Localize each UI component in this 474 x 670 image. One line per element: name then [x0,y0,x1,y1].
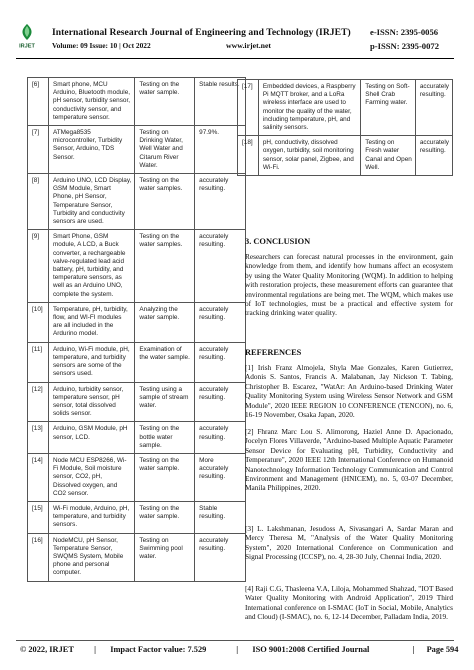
components-cell: Smart Phone, GSM module, A LCD, a Buck converter, a rechargeable valve-regulated lead acid battery, pH, turbidity, and temperature sensors, as well as an Arduino UNO, complete the system. [48,230,134,303]
ref-number-cell: [12] [28,382,49,422]
references-heading: REFERENCES [245,348,302,357]
table-row [28,342,246,382]
components-cell: pH, conductivity, dissolved oxygen, turbidity, soil monitoring sensor, solar panel, Zigbee, and Wi-Fi. [258,136,360,176]
application-cell: Testing on the water sample. [135,453,195,501]
table-row [28,302,246,342]
result-cell: accurately resulting. [195,342,246,382]
footer-iso: ISO 9001:2008 Certified Journal [252,645,370,654]
components-cell: Arduino UNO, LCD Display, GSM Module, Smart Phone, pH Sensor, Temperature Sensor, Turbidity and conductivity sensors are used. [48,174,134,230]
application-cell: Testing on Drinking Water, Well Water and Citarum River Water. [135,126,195,174]
ref-number-cell: [7] [28,126,49,174]
result-cell: More accurately resulting. [195,453,246,501]
result-cell: accurately resulting. [195,533,246,581]
table-row [238,136,453,176]
components-cell: Arduino, turbidity sensor, temperature sensor, pH sensor, total dissolved solids sensor. [48,382,134,422]
result-cell: accurately resulting. [195,230,246,303]
reference-item: [3] L. Lakshmanan, Jesudoss A, Sivasangari A, Sardar Maran and Mercy Theresa M, "Analysis of the Water Quality Monitoring System", 2020 International Conference on Communication and Signal Processing (ICCSP), no. 4, 28-30 July, Chennai India, 2020. [245,524,453,562]
components-cell: Temperature, pH, turbidity, flow, and WI-FI modules are all included in the Ardurino model. [48,302,134,342]
table-row [28,533,246,581]
reference-item: [1] Irish Franz Almojela, Shyla Mae Gonzales, Karen Gutierrez, Adonis S. Santos, Francis A. Malabanan, Jay Nickson T. Tabing, Christopher B. Escarez, "WatAr: An Arduino-based Drinking Water Quality Monitoring System using Wireless Sensor Network and GSM Module", 2020 IEEE REGION 10 CONFERENCE (TENCON), no. 6, 16-19 November, Osaka Japan, 2020. [245,363,453,420]
conclusion-heading: 3. CONCLUSION [245,237,311,246]
footer-separator: | [412,645,415,654]
application-cell: Analyzing the water sample. [135,302,195,342]
application-cell: Testing on the water sample. [135,501,195,533]
application-cell: Testing on Soft-Shell Crab Farming water. [361,80,416,136]
components-cell: Embedded devices, a Raspberry Pi MQTT broker, and a LoRa wireless interface are used to monitor the quality of the water, including temperature, pH, and salinity sensors. [258,80,360,136]
table-row [28,422,246,454]
components-cell: Wi-Fi module, Arduino, pH, temperature, and turbidity sensors. [48,501,134,533]
table-row [28,78,246,126]
ref-number-cell: [11] [28,342,49,382]
components-cell: Smart phone, MCU Arduino, Bluetooth module, pH sensor, turbidity sensor, conductivity sensor, and temperature sensor. [48,78,134,126]
result-cell: accurately resulting. [195,422,246,454]
ref-number-cell: [16] [28,533,49,581]
volume-info: Volume: 09 Issue: 10 | Oct 2022 [52,41,151,50]
result-cell: accurately resulting. [415,136,452,176]
application-cell: Testing on the water sample. [135,78,195,126]
header-divider [16,58,454,59]
footer-impact-factor: Impact Factor value: 7.529 [110,645,207,654]
components-cell: Node MCU ESP8266, Wi-Fi Module, Soil moisture sensor, CO2, pH, Dissolved oxygen, and CO2 sensor. [48,453,134,501]
application-cell: Testing using a sample of stream water. [135,382,195,422]
ref-number-cell: [10] [28,302,49,342]
result-cell: accurately resulting. [195,302,246,342]
table-row [28,126,246,174]
footer-separator: | [94,645,96,654]
table-row [28,501,246,533]
application-cell: Testing on Swimming pool water. [135,533,195,581]
application-cell: Testing on Fresh water Canal and Open Well. [361,136,416,176]
ref-number-cell: [15] [28,501,49,533]
table-row [28,453,246,501]
ref-number-cell: [9] [28,230,49,303]
comparison-table-right [237,79,453,176]
comparison-table-left [27,77,246,582]
reference-item: [2] Fhranz Marc Lou S. Alimorong, Haziel Anne D. Apacionado, Jocelyn Flores Villaverde, "Arduino-based Multiple Aquatic Parameter Sensor Device for Evaluating pH, Turbidity, Conductivity and Temperature", 2020 IEEE 12th International Conference on Humanoid Nanotechnology Information Technology Communication and Control Environment and Management (HNICEM), no. 5, 03-07 December, Manila Philippines, 2020. [245,427,453,493]
application-cell: Testing on the bottle water sample. [135,422,195,454]
ref-number-cell: [17] [238,80,259,136]
result-cell: accurately resulting. [195,174,246,230]
conclusion-text: Researchers can forecast natural processes in the environment, gain knowledge from them, and identify how humans affect an ecosystem by using the Water Quality Monitoring (WQM). In addition to helping with restoration projects, these measurement efforts can guarantee that environmental regulations are being met. The WQM, which makes use of IoT technologies, must be a practical and effective system for tracking drinking water quality. [245,252,453,318]
ref-number-cell: [14] [28,453,49,501]
table-row [28,382,246,422]
application-cell: Examination of the water sample. [135,342,195,382]
footer-divider [16,640,454,641]
result-cell: accurately resulting. [415,80,452,136]
page-footer [20,645,459,654]
footer-separator: | [236,645,239,654]
components-cell: NodeMCU, pH Sensor, Temperature Sensor, SWQMS System, Mobile phone and personal computer. [48,533,134,581]
components-cell: Arduino, Wi-Fi module, pH, temperature, and turbidity sensors are some of the sensors used. [48,342,134,382]
application-cell: Testing on the water samples. [135,230,195,303]
components-cell: ATMega8535 microcontroller, Turbidity Sensor, Arduino, TDS Sensor. [48,126,134,174]
p-issn: p-ISSN: 2395-0072 [370,41,439,51]
table-row [238,80,453,136]
ref-number-cell: [8] [28,174,49,230]
journal-title: International Research Journal of Engineering and Technology (IRJET) [52,27,351,38]
svg-text:IRJET: IRJET [19,43,35,49]
website-link[interactable]: www.irjet.net [226,41,272,50]
result-cell: Stable resulting. [195,501,246,533]
ref-number-cell: [6] [28,78,49,126]
footer-copyright: © 2022, IRJET [20,645,74,654]
application-cell: Testing on the water samples. [135,174,195,230]
ref-number-cell: [13] [28,422,49,454]
e-issn: e-ISSN: 2395-0056 [370,27,439,37]
result-cell: accurately resulting. [195,382,246,422]
irjet-logo-icon [16,23,38,49]
table-row [28,230,246,303]
table-row [28,174,246,230]
result-cell: 97.9%. [195,126,246,174]
ref-number-cell: [18] [238,136,259,176]
reference-item: [4] Raji C.G, Thasleena V.A, Liloja, Mohammed Shahzad, "IOT Based Water Quality Monitoring with Android Application", 2019 Third International conference on I-SMAC (IoT in Social, Mobile, Analytics and Cloud) (I-SMAC), no. 6, 12-14 December, Palladam India, 2019. [245,584,453,622]
footer-page-number: Page 594 [426,645,459,654]
components-cell: Arduino, GSM Module, pH sensor, LCD. [48,422,134,454]
result-cell: Stable results. [195,78,246,126]
